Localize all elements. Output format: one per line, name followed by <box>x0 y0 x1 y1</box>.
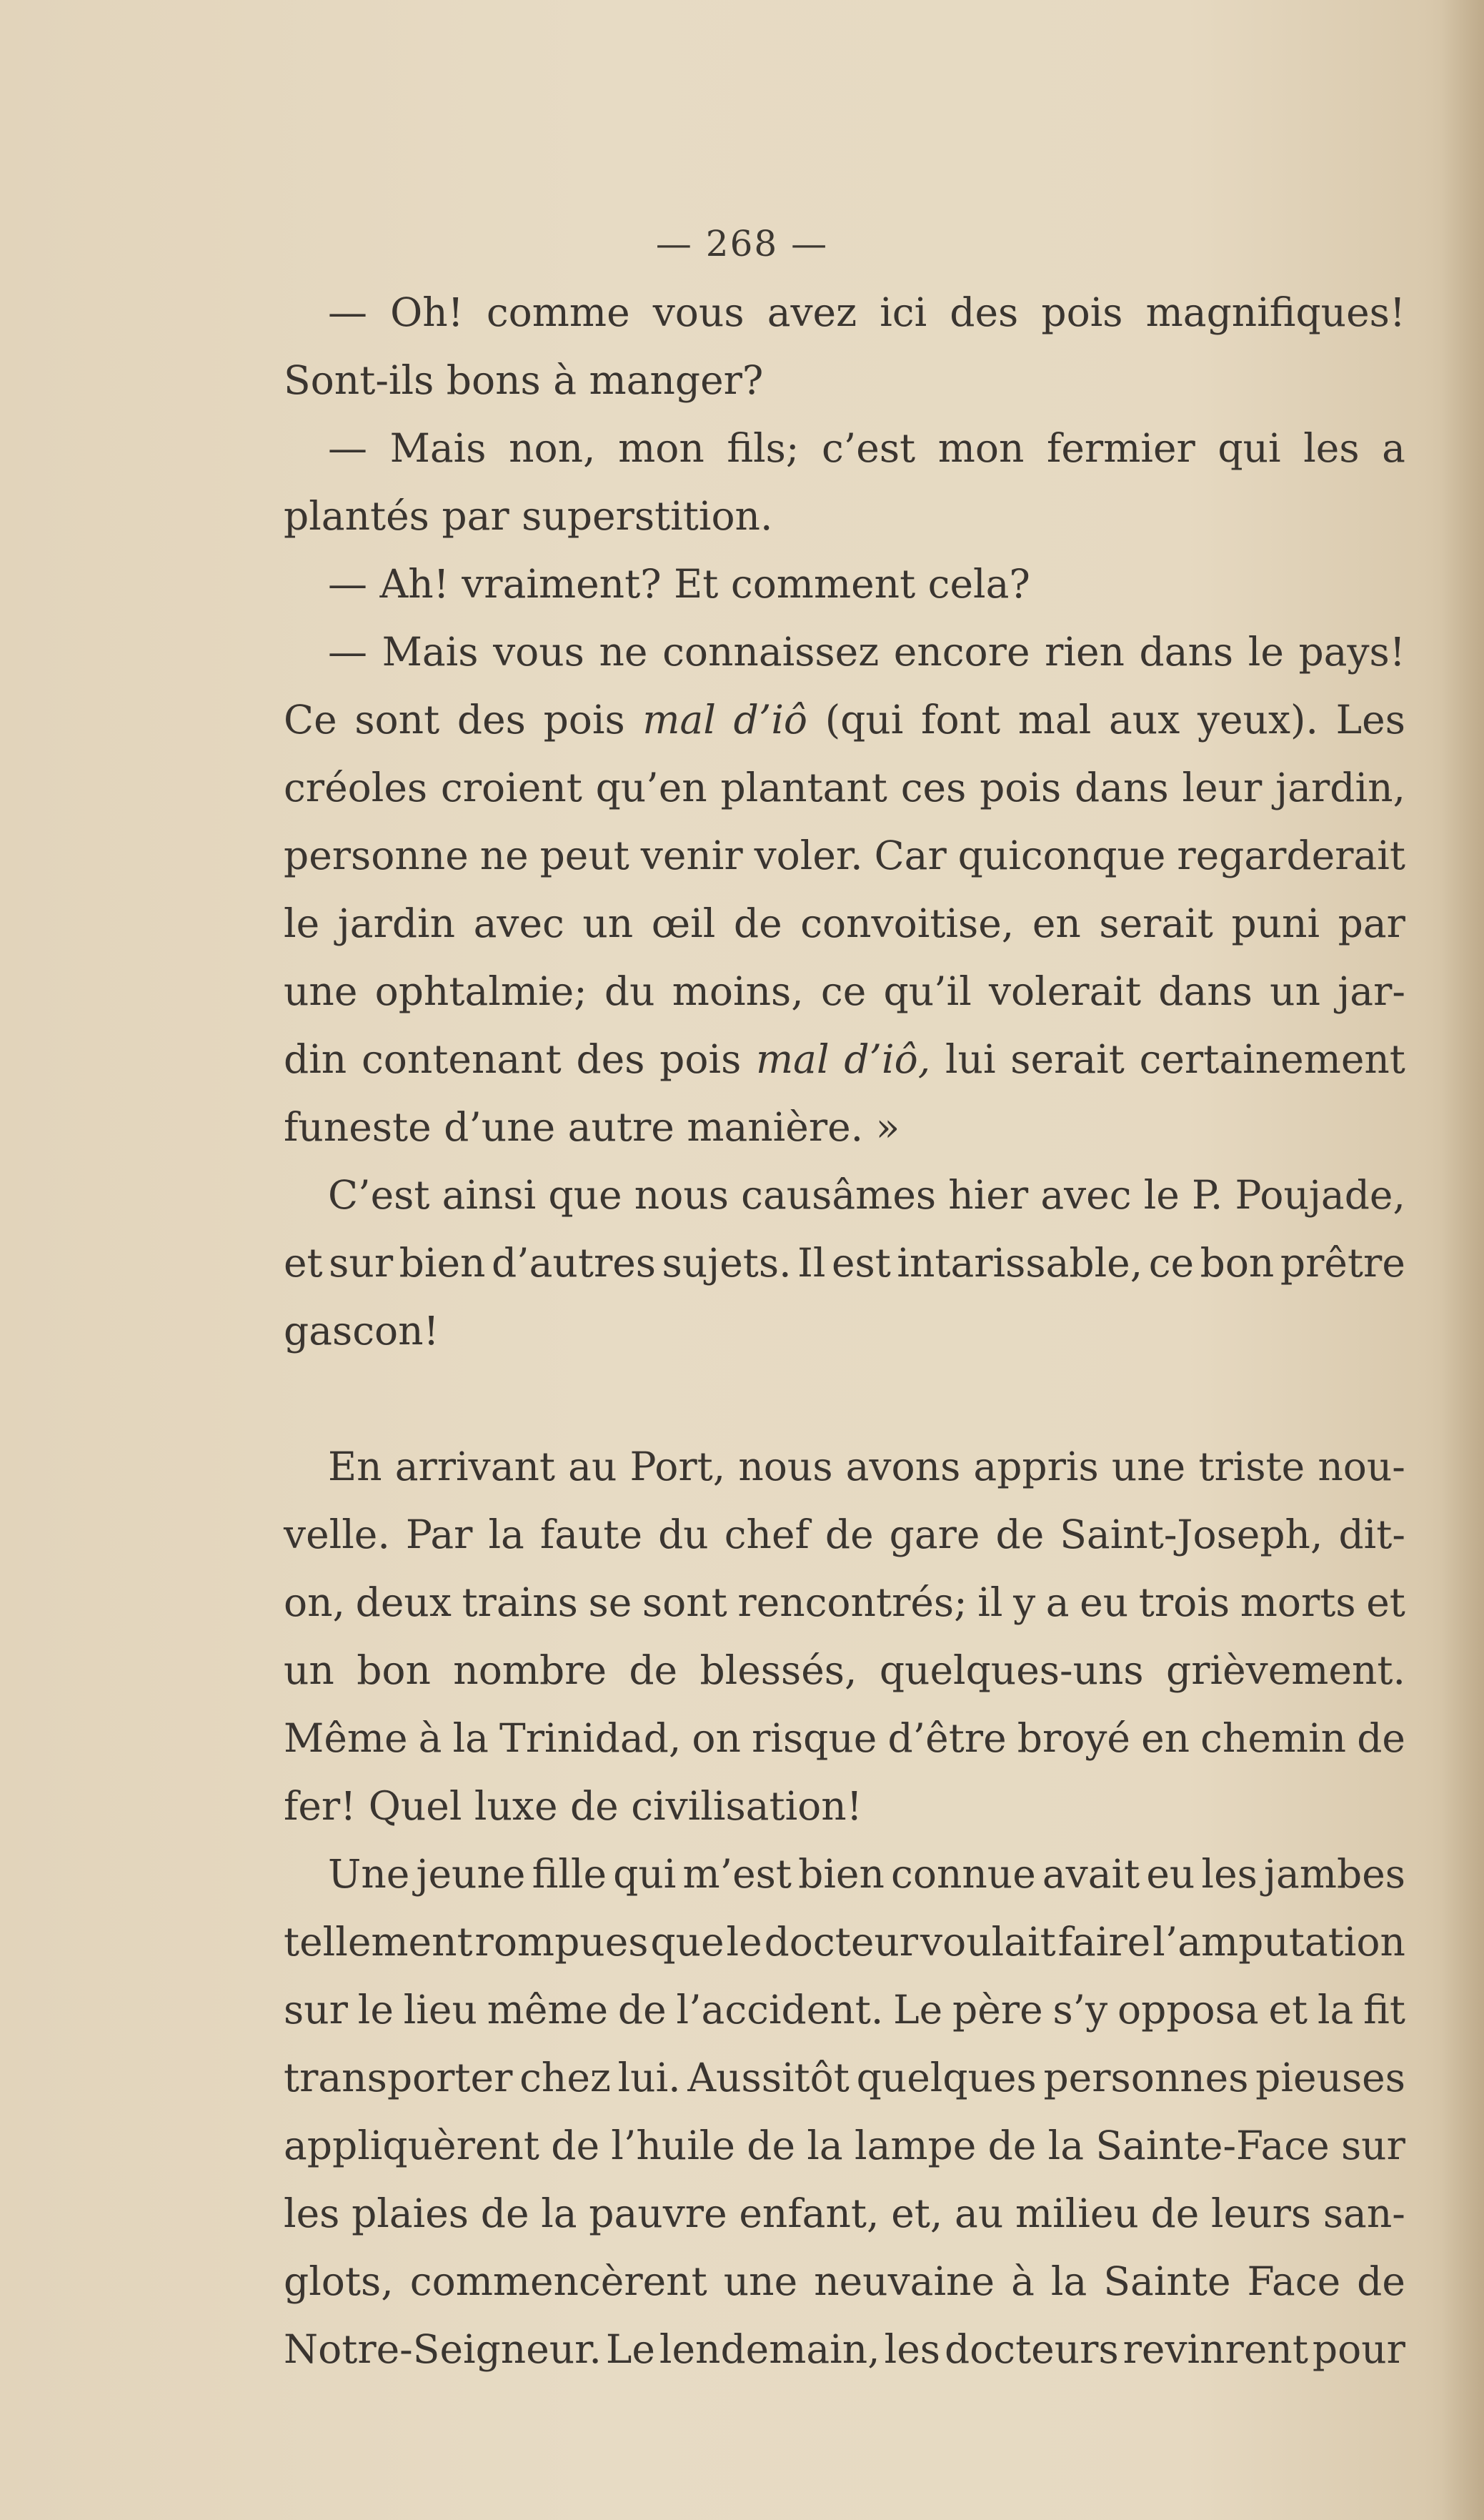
word: il <box>977 1579 1003 1625</box>
word: d’être <box>887 1715 1007 1761</box>
word: plaies <box>352 2191 469 2236</box>
word: Mais <box>389 425 487 471</box>
word: — <box>328 289 367 335</box>
page-number: — 268 — <box>655 223 829 264</box>
word: risque <box>752 1715 877 1761</box>
text-line <box>284 2248 1405 2316</box>
word: sujets. <box>662 1240 792 1286</box>
word: venir <box>640 833 743 878</box>
text-line <box>284 2180 1405 2248</box>
page-edge-shadow <box>1441 0 1484 2520</box>
word: opposa <box>1117 1987 1259 2033</box>
text-line <box>284 1501 1405 1569</box>
word: a <box>1382 425 1405 471</box>
word: commencèrent <box>409 2258 707 2304</box>
word: au <box>568 1444 617 1489</box>
word: de <box>1150 2191 1200 2236</box>
word: avec <box>473 901 564 946</box>
word: mal <box>1017 697 1092 743</box>
word: Le <box>605 2326 655 2372</box>
word: encore <box>893 629 1030 675</box>
word: fils; <box>727 425 800 471</box>
word: de <box>551 2123 599 2168</box>
word: fermier <box>1047 425 1195 471</box>
word: père <box>952 1987 1043 2033</box>
word: jeune <box>416 1851 526 1897</box>
word: de <box>825 1512 874 1557</box>
word: intarissable, <box>897 1240 1143 1286</box>
text-line <box>284 1093 1405 1161</box>
word: bien <box>798 1851 885 1897</box>
word: le <box>284 901 320 946</box>
word: de <box>1357 1715 1405 1761</box>
word: bien <box>399 1240 486 1286</box>
text-line <box>284 1569 1405 1637</box>
word: le <box>726 1919 762 1965</box>
word: leurs <box>1211 2191 1312 2236</box>
word: les <box>1303 425 1360 471</box>
word: serait <box>1099 901 1213 946</box>
word: Sainte-Face <box>1095 2123 1330 2168</box>
word: de <box>629 1647 678 1693</box>
word: avec <box>1040 1172 1132 1218</box>
word: rien <box>1045 629 1125 675</box>
text-line <box>284 415 1405 482</box>
word: bon <box>1200 1240 1275 1286</box>
word: dans <box>1075 765 1169 810</box>
word: bon <box>357 1647 431 1693</box>
text-line <box>284 618 1405 686</box>
word: — <box>328 629 367 675</box>
word: d’iô, <box>844 1036 931 1082</box>
word: comme <box>486 289 630 335</box>
word: puni <box>1231 901 1320 946</box>
word: de <box>1357 2258 1405 2304</box>
text-line <box>284 347 1405 415</box>
word: convoitise, <box>800 901 1015 946</box>
word: connue <box>891 1851 1036 1897</box>
word: avons <box>845 1444 961 1489</box>
word: et <box>284 1240 323 1286</box>
word: mal <box>756 1036 830 1082</box>
word: pour <box>1312 2326 1405 2372</box>
word: certainement <box>1139 1036 1405 1082</box>
word: tellement <box>284 1919 473 1965</box>
word: mal <box>642 697 716 743</box>
word: mon <box>937 425 1025 471</box>
word: jardin <box>337 901 456 946</box>
word: ces <box>900 765 967 810</box>
word: lendemain, <box>659 2326 880 2372</box>
word: broyé <box>1017 1715 1130 1761</box>
word: et <box>1268 1987 1308 2033</box>
word: sont <box>642 1579 727 1625</box>
word: Une <box>328 1851 410 1897</box>
word: Sainte <box>1103 2258 1231 2304</box>
word: Les <box>1335 697 1405 743</box>
word: grièvement. <box>1165 1647 1405 1693</box>
word: est <box>831 1240 891 1286</box>
word: le <box>1143 1172 1180 1218</box>
word: c’est <box>822 425 916 471</box>
word: ne <box>479 833 529 878</box>
word: faute <box>539 1512 643 1557</box>
word: nou- <box>1318 1444 1405 1489</box>
text-line <box>284 1772 1405 1840</box>
word: une <box>284 968 358 1014</box>
word: Ce <box>284 697 337 743</box>
text-line <box>284 1840 1405 1908</box>
word: appliquèrent <box>284 2123 539 2168</box>
word: la <box>452 1715 489 1761</box>
word: transporter <box>284 2055 513 2100</box>
word: de <box>995 1512 1045 1557</box>
word: mon <box>618 425 704 471</box>
word: yeux). <box>1197 697 1318 743</box>
word: trois <box>1138 1579 1230 1625</box>
word: un <box>582 901 634 946</box>
word: ce <box>1148 1240 1195 1286</box>
word: dans <box>1158 968 1253 1014</box>
word: au <box>955 2191 1004 2236</box>
line-text: — Ah! vraiment? Et comment cela? <box>328 561 1030 607</box>
word: blessés, <box>699 1647 857 1693</box>
word: enfant, <box>739 2191 880 2236</box>
word: En <box>328 1444 382 1489</box>
text-line <box>284 550 1405 618</box>
word: morts <box>1240 1579 1356 1625</box>
word: chef <box>724 1512 810 1557</box>
word: moins, <box>672 968 804 1014</box>
word: on <box>692 1715 741 1761</box>
text-line <box>284 279 1405 347</box>
word: quelques <box>856 2055 1037 2100</box>
word: Le <box>893 1987 943 2033</box>
word: qui <box>613 1851 677 1897</box>
line-text: funeste d’une autre manière. » <box>284 1104 900 1150</box>
word: à <box>1011 2258 1035 2304</box>
word: rencontrés; <box>737 1579 967 1625</box>
word: Il <box>797 1240 826 1286</box>
word: Saint-Joseph, <box>1060 1512 1323 1557</box>
word: on, <box>284 1579 346 1625</box>
word: la <box>807 2123 843 2168</box>
word: ophtalmie; <box>374 968 587 1014</box>
word: pays! <box>1298 629 1405 675</box>
word: appris <box>973 1444 1099 1489</box>
line-text: gascon! <box>284 1308 439 1354</box>
word: personne <box>284 833 469 878</box>
word: lui <box>945 1036 996 1082</box>
word: (qui <box>825 697 904 743</box>
word: qu’il <box>883 968 972 1014</box>
word: des <box>576 1036 645 1082</box>
word: fit <box>1363 1987 1405 2033</box>
word: revinrent <box>1122 2326 1308 2372</box>
text-line <box>284 686 1405 754</box>
word: à <box>418 1715 442 1761</box>
word: vous <box>652 289 745 335</box>
word: les <box>284 2191 340 2236</box>
word: pois <box>1041 289 1123 335</box>
word: Par <box>405 1512 473 1557</box>
word: d’autres <box>491 1240 657 1286</box>
word: qu’en <box>595 765 707 810</box>
word: se <box>588 1579 632 1625</box>
word: jardin, <box>1275 765 1405 810</box>
text-line <box>284 482 1405 550</box>
text-line <box>284 890 1405 958</box>
line-text: fer! Quel luxe de civilisation! <box>284 1783 862 1829</box>
paragraph-gap <box>284 1365 1405 1433</box>
word: la <box>1050 2258 1087 2304</box>
word: sur <box>1340 2123 1405 2168</box>
word: milieu <box>1015 2191 1139 2236</box>
word: les <box>1201 1851 1258 1897</box>
word: gare <box>889 1512 980 1557</box>
word: aux <box>1109 697 1180 743</box>
word: triste <box>1198 1444 1305 1489</box>
word: une <box>1111 1444 1186 1489</box>
word: P. <box>1192 1172 1223 1218</box>
word: peut <box>539 833 629 878</box>
word: pauvre <box>589 2191 727 2236</box>
word: neuvaine <box>814 2258 995 2304</box>
word: leur <box>1182 765 1263 810</box>
word: chemin <box>1200 1715 1347 1761</box>
word: a <box>1045 1579 1070 1625</box>
word: créoles <box>284 765 428 810</box>
word: sur <box>284 1987 348 2033</box>
word: contenant <box>361 1036 562 1082</box>
word: du <box>604 968 655 1014</box>
word: docteurs <box>944 2326 1119 2372</box>
word: un <box>1270 968 1321 1014</box>
word: d’iô <box>733 697 808 743</box>
word: dans <box>1139 629 1234 675</box>
word: Car <box>874 833 947 878</box>
word: lampe <box>855 2123 977 2168</box>
body-text <box>284 279 1405 2383</box>
word: pieuses <box>1255 2055 1405 2100</box>
word: s’y <box>1052 1987 1108 2033</box>
word: plantant <box>720 765 887 810</box>
word: un <box>284 1647 334 1693</box>
word: connaissez <box>662 629 880 675</box>
word: et <box>1366 1579 1405 1625</box>
word: la <box>1317 1987 1354 2033</box>
word: faire <box>1057 1919 1151 1965</box>
word: Poujade, <box>1235 1172 1405 1218</box>
word: regarderait <box>1177 833 1405 878</box>
word: l’accident. <box>676 1987 884 2033</box>
word: lieu <box>403 1987 477 2033</box>
word: croient <box>440 765 582 810</box>
word: volerait <box>988 968 1142 1014</box>
word: une <box>723 2258 798 2304</box>
word: y <box>1013 1579 1036 1625</box>
word: sur <box>329 1240 394 1286</box>
word: la <box>1047 2123 1085 2168</box>
word: san- <box>1323 2191 1405 2236</box>
word: Trinidad, <box>499 1715 682 1761</box>
word: la <box>541 2191 577 2236</box>
word: de <box>617 1987 667 2033</box>
word: rompues <box>474 1919 649 1965</box>
word: dit- <box>1338 1512 1405 1557</box>
word: font <box>921 697 1001 743</box>
word: le <box>357 1987 394 2033</box>
text-line <box>284 2316 1405 2383</box>
text-line <box>284 754 1405 822</box>
text-line <box>284 958 1405 1026</box>
word: serait <box>1010 1036 1125 1082</box>
word: même <box>487 1987 609 2033</box>
word: en <box>1141 1715 1190 1761</box>
line-text: Sont-ils bons à manger? <box>284 357 764 403</box>
text-line <box>284 1908 1405 1976</box>
word: du <box>658 1512 709 1557</box>
line-text: plantés par superstition. <box>284 493 773 539</box>
word: que <box>548 1172 622 1218</box>
word: Port, <box>629 1444 726 1489</box>
word: lui. <box>617 2055 681 2100</box>
word: le <box>1248 629 1284 675</box>
text-line <box>284 822 1405 890</box>
word: glots, <box>284 2258 394 2304</box>
word: fille <box>532 1851 607 1897</box>
word: pois <box>659 1036 742 1082</box>
word: de <box>480 2191 529 2236</box>
word: des <box>950 289 1019 335</box>
text-line <box>284 1976 1405 2044</box>
word: par <box>1338 901 1405 946</box>
word: C’est <box>328 1172 430 1218</box>
word: Même <box>284 1715 408 1761</box>
text-line <box>284 2112 1405 2180</box>
word: nous <box>634 1172 729 1218</box>
word: vous <box>493 629 584 675</box>
word: non, <box>509 425 596 471</box>
word: nous <box>738 1444 833 1489</box>
word: Mais <box>382 629 479 675</box>
word: œil <box>651 901 716 946</box>
word: voulait <box>920 1919 1056 1965</box>
word: de <box>987 2123 1037 2168</box>
word: quiconque <box>957 833 1166 878</box>
word: personnes <box>1043 2055 1249 2100</box>
text-line <box>284 1026 1405 1093</box>
word: sont <box>354 697 440 743</box>
word: prêtre <box>1280 1240 1405 1286</box>
word: Notre-Seigneur. <box>284 2326 602 2372</box>
word: l’amputation <box>1152 1919 1405 1965</box>
word: la <box>488 1512 524 1557</box>
word: Aussitôt <box>687 2055 850 2100</box>
word: l’huile <box>611 2123 735 2168</box>
word: velle. <box>284 1512 390 1557</box>
word: deux <box>355 1579 452 1625</box>
word: arrivant <box>394 1444 556 1489</box>
word: de <box>747 2123 796 2168</box>
text-line <box>284 1161 1405 1229</box>
text-line <box>284 1433 1405 1501</box>
word: et, <box>891 2191 943 2236</box>
word: avait <box>1042 1851 1140 1897</box>
text-line <box>284 1229 1405 1297</box>
word: chez <box>519 2055 611 2100</box>
word: magnifiques! <box>1145 289 1405 335</box>
word: m’est <box>682 1851 792 1897</box>
word: hier <box>948 1172 1029 1218</box>
word: pois <box>543 697 625 743</box>
word: eu <box>1146 1851 1195 1897</box>
word: les <box>884 2326 940 2372</box>
text-line <box>284 1705 1405 1772</box>
word: jambes <box>1263 1851 1405 1897</box>
word: voler. <box>754 833 863 878</box>
word: jar- <box>1338 968 1405 1014</box>
word: en <box>1032 901 1081 946</box>
word: ne <box>599 629 648 675</box>
word: de <box>733 901 782 946</box>
word: docteur <box>764 1919 919 1965</box>
word: que <box>650 1919 724 1965</box>
word: Face <box>1247 2258 1341 2304</box>
text-line <box>284 1637 1405 1705</box>
word: quelques-uns <box>879 1647 1144 1693</box>
word: nombre <box>453 1647 607 1693</box>
word: causâmes <box>741 1172 937 1218</box>
word: eu <box>1080 1579 1129 1625</box>
word: ici <box>880 289 927 335</box>
word: din <box>284 1036 347 1082</box>
word: ainsi <box>442 1172 537 1218</box>
text-line <box>284 2044 1405 2112</box>
word: Oh! <box>390 289 464 335</box>
word: — <box>328 425 367 471</box>
word: des <box>457 697 526 743</box>
word: trains <box>462 1579 578 1625</box>
word: pois <box>980 765 1062 810</box>
word: avez <box>767 289 857 335</box>
text-line <box>284 1297 1405 1365</box>
word: ce <box>820 968 867 1014</box>
word: qui <box>1217 425 1281 471</box>
